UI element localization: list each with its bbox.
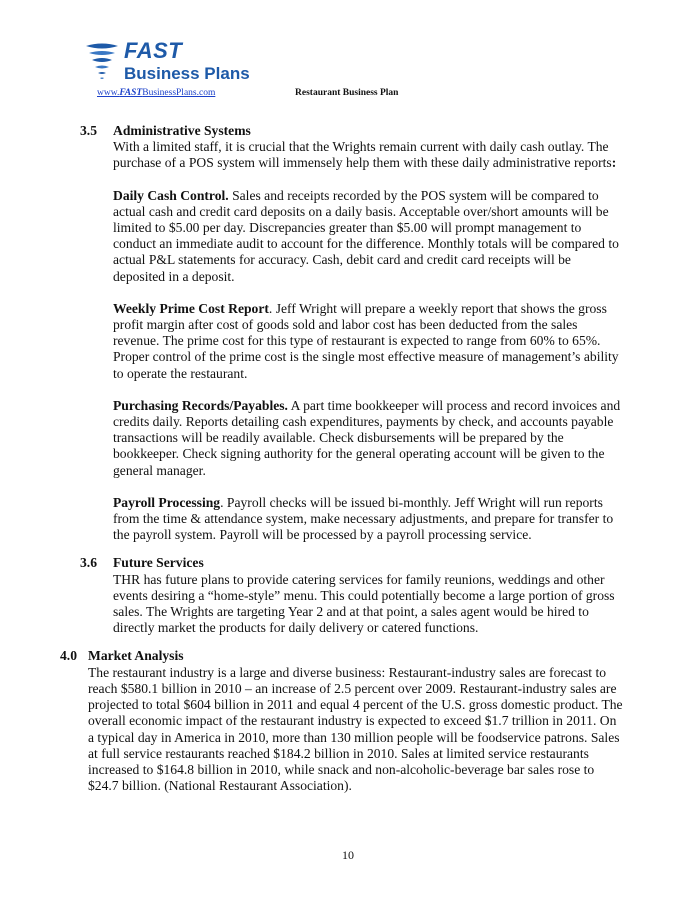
section-title: Market Analysis [88,648,184,664]
section-body-4-0 [88,665,625,795]
company-logo [84,40,264,86]
logo-wordmark-business-plans: Business Plans [124,64,250,83]
url-prefix: www. [97,88,120,98]
url-brand: FAST [119,88,143,98]
logo-wordmark-fast: FAST [124,38,183,63]
section-text: THR has future plans to provide catering services for family reunions, weddings and other events desiring a “home-style” menu. This could potentially become a large portion of gross sales. The Wrights are targeting Year 2 and at that point, a sales agent would be hired to directly market the products for daily delivery or catered functions. [113,571,615,636]
paragraph-lead: Payroll Processing [113,494,221,510]
section-body-3-5 [113,139,625,543]
paragraph-lead: Weekly Prime Cost Report [113,300,269,316]
paragraph-lead: Purchasing Records/Payables. [113,397,288,413]
paragraph-weekly-prime-cost [113,301,625,382]
paragraph-purchasing-records [113,398,625,479]
intro-colon: : [611,155,617,171]
paragraph-payroll-processing [113,495,625,544]
section-intro [113,139,625,171]
section-text: The restaurant industry is a large and diverse business: Restaurant-industry sales are forecast to reach $580.1 billion in 2010 – an increase of 2.5 percent over 2009. Restaurant-industry sales are projected to total $604 billion in 2011 and equal 4 percent of the U.S. gross domestic product. The overall economic impact of the restaurant industry is expected to exceed $1.7 trillion in 2011. On a typical day in America in 2010, more than 130 million people will be foodservice patrons. Sales at full service restaurants reached $184.2 billion in 2010. Sales at limited service restaurants increased to $164.8 billion in 2010, while snack and non-alcoholic-beverage bar sales rose to $24.7 billion. (National Restaurant Association). [88,664,623,794]
paragraph-daily-cash-control [113,188,625,285]
section-body-3-6 [113,572,625,637]
section-number: 4.0 [60,648,77,664]
page-number: 10 [342,848,354,862]
paragraph-lead: Daily Cash Control. [113,187,229,203]
url-suffix: BusinessPlans.com [142,88,216,98]
intro-text: With a limited staff, it is crucial that the Wrights remain current with daily cash outlay. The purchase of a POS system will immensely help them with these daily administrative reports [113,139,612,171]
section-heading-3-6 [80,555,625,571]
section-heading-4-0 [60,648,625,664]
section-number: 3.5 [80,123,97,138]
section-title: Administrative Systems [113,123,251,138]
paragraph-text: . Jeff Wright will prepare a weekly report that shows the gross profit margin after cost of goods sold and labor cost has been deducted from the sales revenue. The prime cost for this type of restaurant is expected to range from 60% to 65%. Proper control of the prime cost is the single most effective measure of management’s ability to operate the restaurant. [113,300,619,381]
section-title: Future Services [113,555,204,571]
paragraph-text: . Payroll checks will be issued bi-monthly. Jeff Wright will run reports from the time & attendance system, make necessary adjustments, and prepare for transfer to the payroll system. Payroll will be processed by a payroll processing service. [113,494,614,543]
page-content [60,123,625,794]
document-header-title: Restaurant Business Plan [295,88,399,98]
tornado-logo-icon [84,42,120,82]
paragraph-text: Sales and receipts recorded by the POS system will be compared to actual cash and credit card deposits on a daily basis. Acceptable over/short amounts will be limited to $5.00 per day. Discrepancies greater than $5.00 will prompt management to conduct an immediate audit to account for the difference. Monthly totals will be compared to actual P&L statements for accuracy. Cash, debit card and credit card receipts will be deposited in a deposit. [113,187,619,284]
section-number: 3.6 [80,555,97,571]
website-link[interactable] [97,88,215,98]
paragraph-text: A part time bookkeeper will process and record invoices and credits daily. Reports detailing cash expenditures, payments by check, and accounts payable transactions will be readily available. Check disbursements will be prepared by the bookkeeper. Check signing authority for the general operating account will be given to the general manager. [113,397,621,478]
section-heading-3-5 [80,123,625,139]
